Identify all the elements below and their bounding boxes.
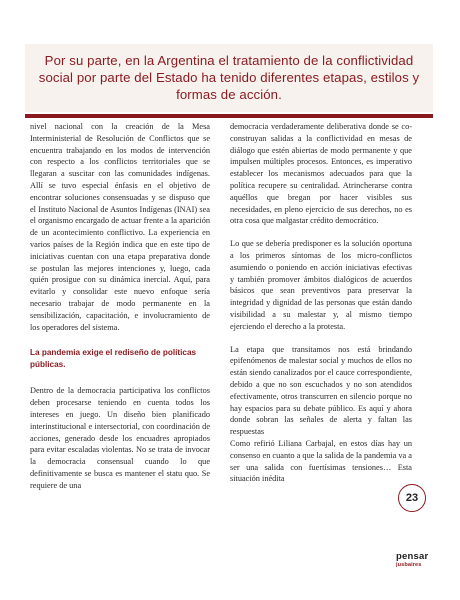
logo-subtitle: jusbaires (396, 561, 422, 568)
right-paragraph-2: Lo que se debería predisponer es la solución oportuna a los primeros síntomas de los micro-conflictos asumiendo o poniendo en acción iniciativas efectivas y también promover ámbitos dialógicos de acuerdos básicos que sean preventivos para preservar la integridad y dignidad de las personas que están dando visibilidad a su malestar y, al mismo tiempo ejerciendo el derecho a la protesta. (230, 239, 412, 331)
pull-quote-text: Por su parte, en la Argentina el tratamiento de la conflictividad social por parte del Estado ha tenido diferentes etapas, estilos y formas de acción. (38, 53, 420, 102)
left-paragraph-2: Dentro de la democracia participativa los conflictos deben procesarse teniendo en cuenta todos los intereses en juego. Un diseño bien planificado interinstitucional e intersectorial, con coordinación de acciones, generado desde los encuadres apropiados para evitar escaladas violentas. No se trata de invocar la democracia consensual cuando lo que definitivamente se busca es mantener el statu quo. Se requiere de una (30, 386, 210, 490)
logo-wordmark: pensar (396, 551, 429, 562)
page-number (398, 484, 426, 512)
publisher-logo (396, 552, 446, 568)
right-column (230, 121, 412, 485)
pull-quote-rule (25, 114, 433, 118)
right-paragraph-4: Como refirió Liliana Carbajal, en estos días hay un consenso en cuanto a que la salida de la pandemia va a ser una salida con fuertísimas tensiones… Esta situación inédita (230, 438, 412, 484)
section-heading: La pandemia exige el rediseño de políticas públicas. (30, 348, 197, 370)
right-paragraph-1: democracia verdaderamente deliberativa donde se co-construyan salidas a la conflictividad en mesas de diálogo que estén abiertas de modo permanente y que impulsen múltiples procesos. Entonces, es imperativo establecer los mecanismos adecuados para que la política recupere su centralidad. Atrincherarse contra aquéllos que bregan por hacer visibles sus necesidades, en pleno ejercicio de sus derechos, no es otra cosa que malgastar crédito democrático. (230, 122, 412, 226)
left-paragraph-1: nivel nacional con la creación de la Mesa Interministerial de Resolución de Conflictos que se encuentra trabajando en los modos de intervención con respecto a los conflictos territoriales que se llegaran a suscitar con las comunidades indígenas. Allí se tuvo especial énfasis en el objetivo de encontrar soluciones consensuadas y se dispuso que el Instituto Nacional de Asuntos Indígenas (INAI) sea el organismo encargado de actuar frente a la aparición de un acontecimiento conflictivo. La experiencia en varios países de la Región indica que en este tipo de iniciativas cuentan con una etapa preparativa donde se postulan las mejores intenciones y, luego, cada quién prosigue con su dinámica inercial. Aquí, para evitarlo y consolidar este nuevo enfoque sería necesario trabajar de modo permanente en la sensibilización, capacitación, e involucramiento de los operadores del sistema. (30, 122, 210, 332)
pull-quote (25, 44, 433, 112)
right-paragraph-3: La etapa que transitamos nos está brindando epifenómenos de malestar social y muchos de ellos no están siendo canalizados por el cauce correspondiente, debido a que no son escuchados y no son atendidos efectivamente, otros transcurren en silencio porque no hay espacios para su debate público. Es aquí y ahora donde sobran las señales de alerta y faltan las respuestas (230, 344, 412, 437)
left-column (30, 121, 210, 492)
page-number-text: 23 (405, 492, 419, 504)
